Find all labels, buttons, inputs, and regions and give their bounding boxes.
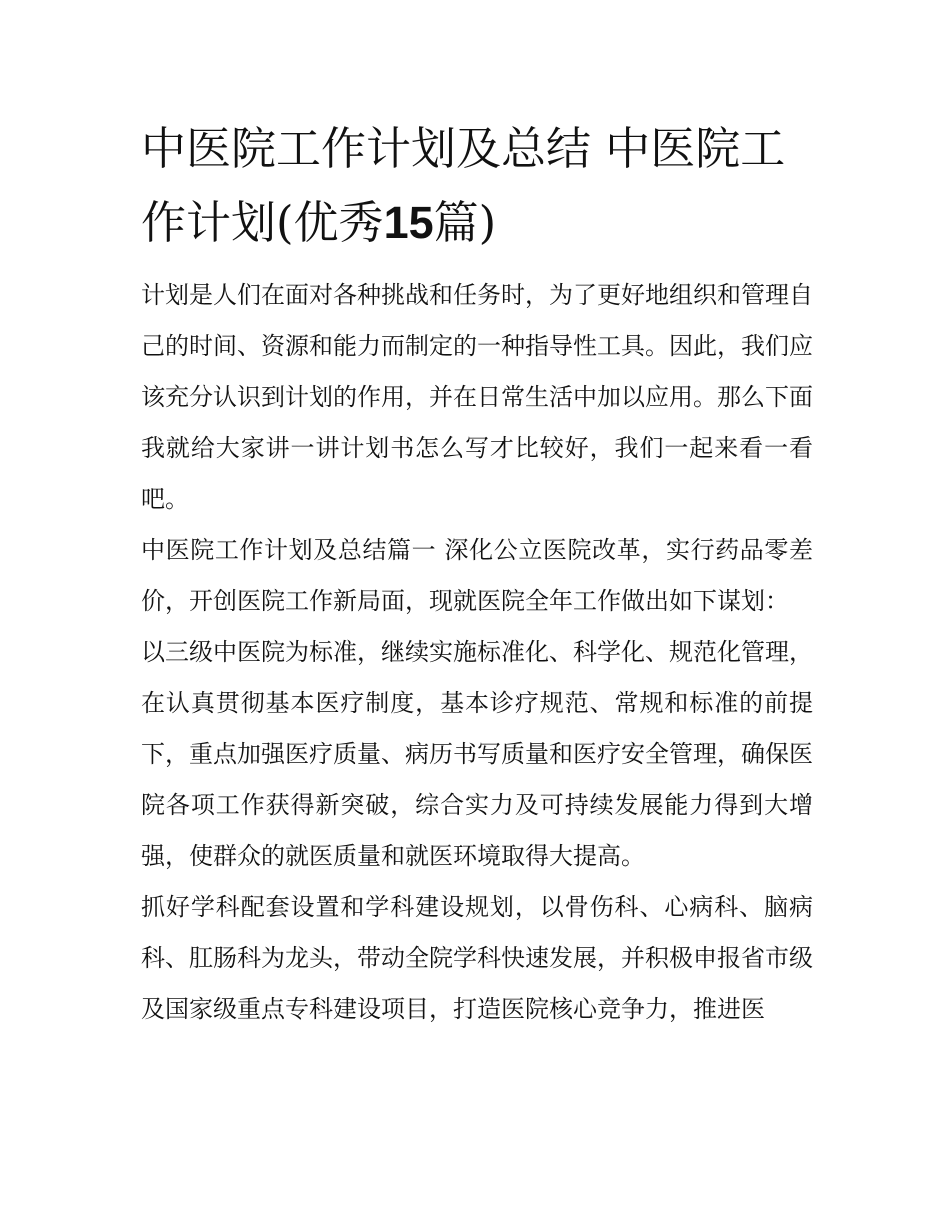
title-text-part2: 篇) xyxy=(433,196,497,249)
paragraph-section-one: 中医院工作计划及总结篇一 深化公立医院改革，实行药品零差价，开创医院工作新局面，现就医院全年工作做出如下谋划： xyxy=(141,536,813,615)
paragraph-discipline: 抓好学科配套设置和学科建设规划，以骨伤科、心病科、脑病科、肛肠科为龙头，带动全院学科快速发展，并积极申报省市级及国家级重点专科建设项目，打造医院核心竞争力，推进医 xyxy=(141,893,813,1023)
document-title xyxy=(141,112,813,260)
document-body xyxy=(141,112,813,1035)
paragraph-management: 以三级中医院为标准，继续实施标准化、科学化、规范化管理，在认真贯彻基本医疗制度，基本诊疗规范、常规和标准的前提下，重点加强医疗质量、病历书写质量和医疗安全管理，确保医院各项工作获得新突破，综合实力及可持续发展能力得到大增强，使群众的就医质量和就医环境取得大提高。 xyxy=(141,638,813,870)
title-number: 15 xyxy=(383,197,434,248)
paragraph-intro: 计划是人们在面对各种挑战和任务时，为了更好地组织和管理自己的时间、资源和能力而制定的一种指导性工具。因此，我们应该充分认识到计划的作用，并在日常生活中加以应用。那么下面我就给大家讲一讲计划书怎么写才比较好，我们一起来看一看吧。 xyxy=(141,281,813,513)
title-text-part1: 中医院工作计划及总结 中医院工作计划(优秀 xyxy=(141,122,786,249)
